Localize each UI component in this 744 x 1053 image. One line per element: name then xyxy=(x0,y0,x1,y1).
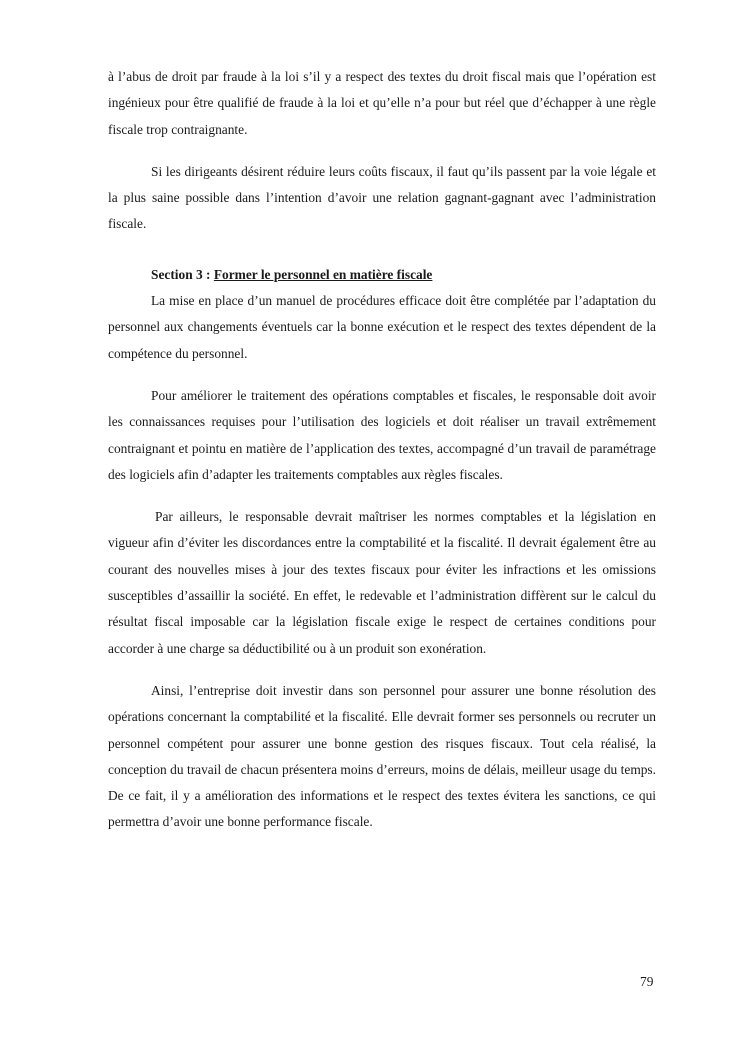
paragraph-abus-de-droit: à l’abus de droit par fraude à la loi s’il y a respect des textes du droit fiscal mais que l’opération est ingénieux pour être qualifié de fraude à la loi et qu’elle n’a pour but réel que d’échapper à une règle fiscale trop contraignante. xyxy=(108,69,656,137)
section-heading xyxy=(108,262,656,288)
document-page xyxy=(108,64,656,836)
section-label: Section 3 : xyxy=(151,266,214,282)
paragraph-normes-comptables: Par ailleurs, le responsable devrait maîtriser les normes comptables et la législation en vigueur afin d’éviter les discordances entre la comptabilité et la fiscalité. Il devrait également être au courant des nouvelles mises à jour des textes fiscaux pour éviter les infractions et les omissions susceptibles d’assaillir la société. En effet, le redevable et l’administration diffèrent sur le calcul du résultat fiscal imposable car la législation fiscale exige le respect de certaines conditions pour accorder à une charge sa déductibilité ou à un produit son exonération. xyxy=(108,509,656,656)
section-title: Former le personnel en matière fiscale xyxy=(213,266,433,282)
page-number: 79 xyxy=(640,974,654,989)
paragraph-dirigeants: Si les dirigeants désirent réduire leurs coûts fiscaux, il faut qu’ils passent par la voie légale et la plus saine possible dans l’intention d’avoir une relation gagnant-gagnant avec l’administration fiscale. xyxy=(108,163,656,232)
paragraph-investir-personnel: Ainsi, l’entreprise doit investir dans son personnel pour assurer une bonne résolution des opérations concernant la comptabilité et la fiscalité. Elle devrait former ses personnels ou recruter un personnel compétent pour assurer une bonne gestion des risques fiscaux. Tout cela réalisé, la conception du travail de chacun présentera moins d’erreurs, moins de délais, meilleur usage du temps. De ce fait, il y a amélioration des informations et le respect des textes évitera les sanctions, ce qui permettra d’avoir une bonne performance fiscale. xyxy=(108,682,656,830)
paragraph-manuel-procedures: La mise en place d’un manuel de procédures efficace doit être complétée par l’adaptation du personnel aux changements éventuels car la bonne exécution et le respect des textes dépendent de la compétence du personnel. xyxy=(108,293,656,361)
paragraph-traitement-operations: Pour améliorer le traitement des opérations comptables et fiscales, le responsable doit avoir les connaissances requises pour l’utilisation des logiciels et doit réaliser un travail extrêmement contraignant et pointu en matière de l’application des textes, accompagné d’un travail de paramétrage des logiciels afin d’adapter les traitements comptables aux règles fiscales. xyxy=(108,387,656,482)
